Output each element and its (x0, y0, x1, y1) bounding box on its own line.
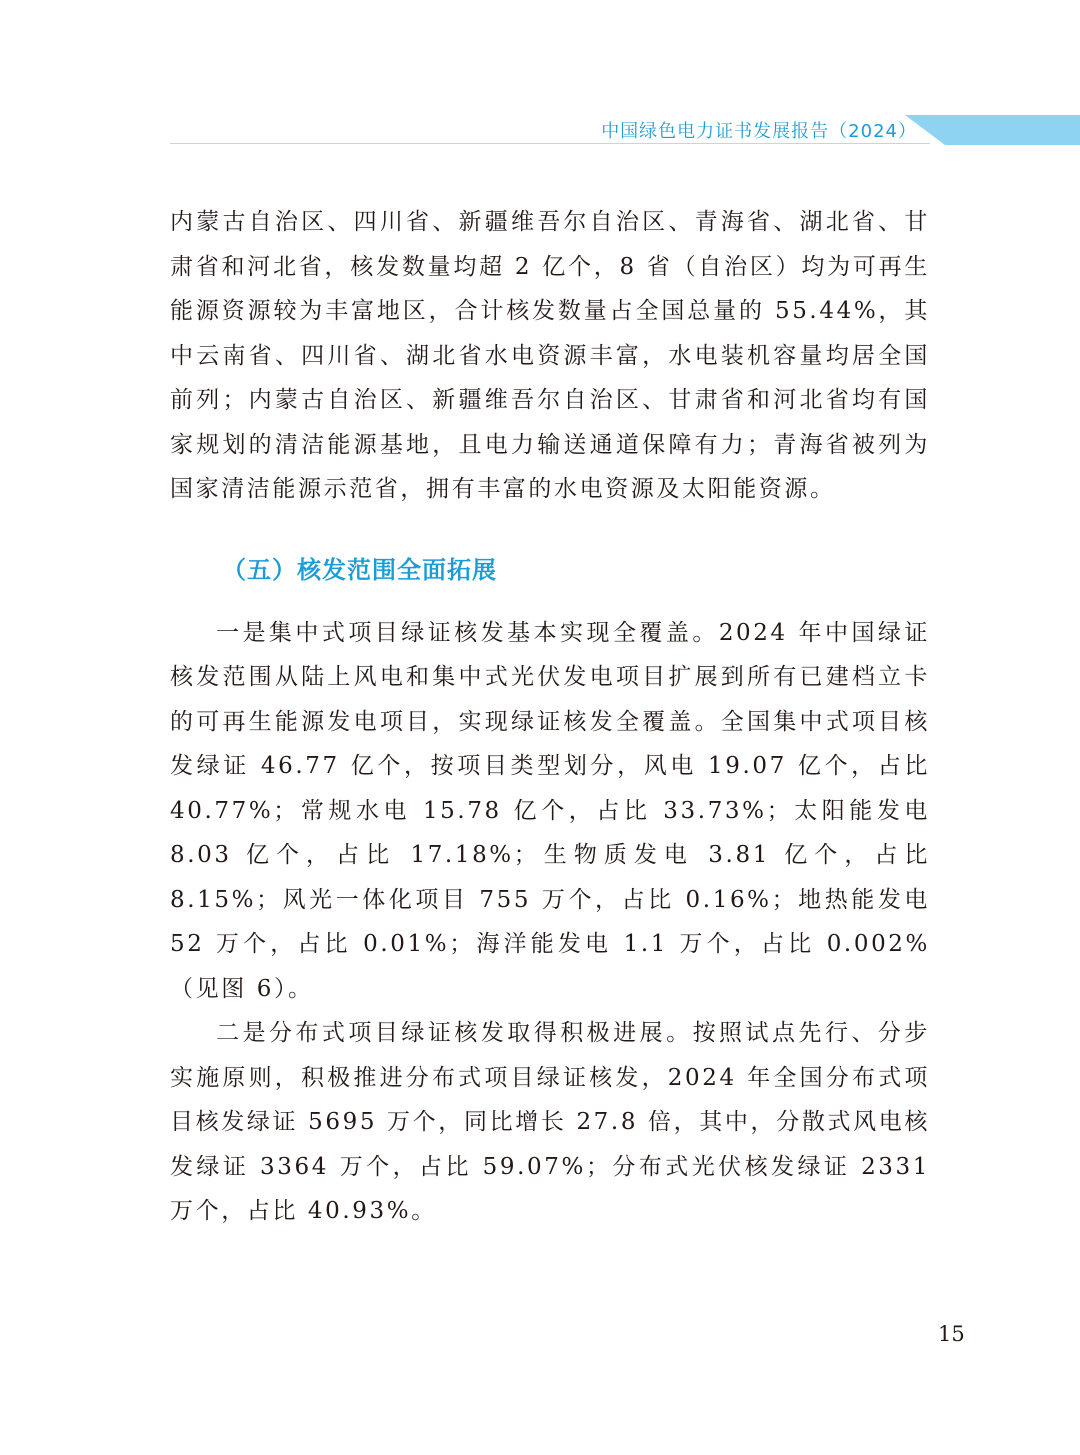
page-number: 15 (938, 1322, 965, 1346)
paragraph-distributed-projects: 二是分布式项目绿证核发取得积极进展。按照试点先行、分步实施原则，积极推进分布式项目绿证核发，2024 年全国分布式项目核发绿证 5695 万个，同比增长 27.8 倍，其中，分散式风电核发绿证 3364 万个，占比 59.07%；分布式光伏核发绿证 2331 万个，占比 40.93%。 (170, 1020, 930, 1224)
paragraph-centralized-projects: 一是集中式项目绿证核发基本实现全覆盖。2024 年中国绿证核发范围从陆上风电和集中式光伏发电项目扩展到所有已建档立卡的可再生能源发电项目，实现绿证核发全覆盖。全国集中式项目核发绿证 46.77 亿个，按项目类型划分，风电 19.07 亿个，占比 40.77%；常规水电 15.78 亿个，占比 33.73%；太阳能发电 8.03 亿个，占比 17.18%；生物质发电 3.81 亿个，占比 8.15%；风光一体化项目 755 万个，占比 0.16%；地热能发电 52 万个，占比 0.01%；海洋能发电 1.1 万个，占比 0.002%（见图 6）。 (170, 619, 930, 1002)
running-header-title: 中国绿色电力证书发展报告（2024） (601, 121, 917, 142)
paragraph-province-summary: 内蒙古自治区、四川省、新疆维吾尔自治区、青海省、湖北省、甘肃省和河北省，核发数量均超 2 亿个，8 省（自治区）均为可再生能源资源较为丰富地区，合计核发数量占全国总量的 55.44%，其中云南省、四川省、湖北省水电资源丰富，水电装机容量均居全国前列；内蒙古自治区、新疆维吾尔自治区、甘肃省和河北省均有国家规划的清洁能源基地，且电力输送通道保障有力；青海省被列为国家清洁能源示范省，拥有丰富的水电资源及太阳能资源。 (170, 209, 930, 502)
page-body (170, 200, 930, 1234)
header-tab-decoration (905, 115, 1080, 145)
section-heading: （五）核发范围全面拓展 (222, 555, 497, 584)
header-rule (170, 143, 930, 144)
